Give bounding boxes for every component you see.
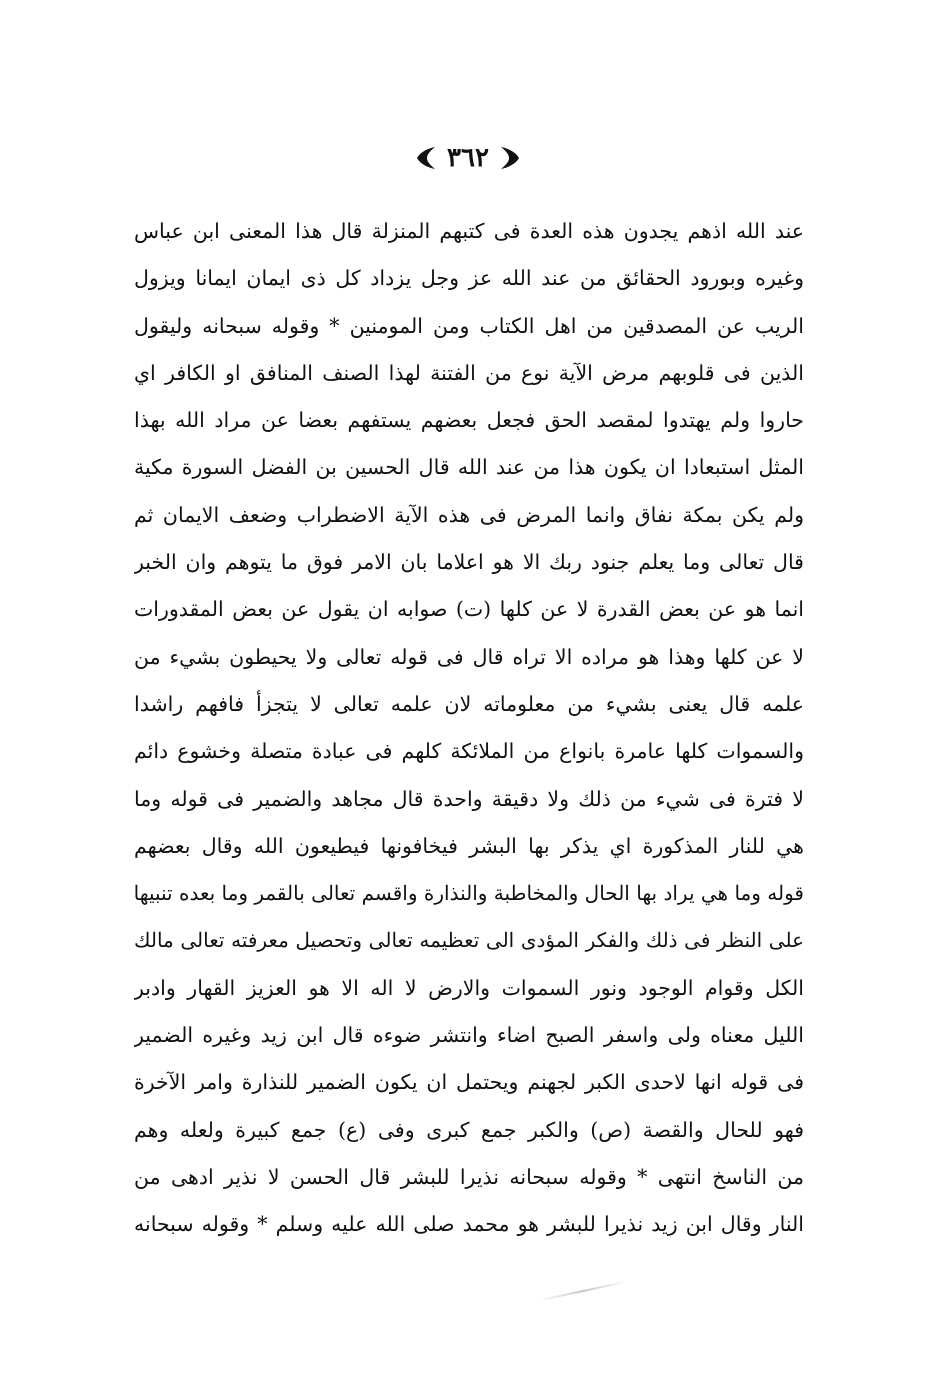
text-line: المثل استبعادا ان يكون هذا من عند الله قال الحسين بن الفضل السورة مكية [134,455,804,480]
text-line: حاروا ولم يهتدوا لمقصد الحق فجعل بعضهم يستفهم بعضا عن مراد الله بهذا [134,408,804,433]
text-line: الذين فى قلوبهم مرض الآية نوع من الفتنة لهذا الصنف المنافق او الكافر اي [134,360,804,385]
text-line: علمه قال يعنى بشيء من معلوماته لان علمه تعالى لا يتجزأ فافهم راشدا [134,691,804,716]
text-line: قال تعالى وما يعلم جنود ربك الا هو اعلاما بان الامر فوق ما يتوهم وان الخبر [134,550,804,575]
text-line: انما هو عن بعض القدرة لا عن كلها (ت) صوابه ان يقول عن بعض المقدورات [134,597,804,622]
text-line: من الناسخ انتهى * وقوله سبحانه نذيرا للبشر قال الحسن لا نذير ادهى من [134,1164,804,1189]
page-number: ٣٦٢ [447,143,489,173]
text-line: الكل وقوام الوجود ونور السموات والارض لا اله الا هو العزيز القهار وادبر [134,975,804,1000]
text-line: الريب عن المصدقين من اهل الكتاب ومن المومنين * وقوله سبحانه وليقول [134,313,804,338]
text-line: ولم يكن بمكة نفاق وانما المرض فى هذه الآية الاضطراب وضعف الايمان ثم [134,502,804,527]
text-line: النار وقال ابن زيد نذيرا للبشر هو محمد صلى الله عليه وسلم * وقوله سبحانه [134,1212,804,1237]
text-line: فى قوله انها لاحدى الكبر لجهنم ويحتمل ان يكون الضمير للنذارة وامر الآخرة [134,1070,804,1095]
text-line: عند الله اذهم يجدون هذه العدة فى كتبهم المنزلة قال هذا المعنى ابن عباس [134,219,804,243]
text-line: فهو للحال والقصة (ص) والكبر جمع كبرى وفى (ع) جمع كبيرة ولعله وهم [134,1117,804,1142]
right-ornament-icon [499,145,521,171]
left-ornament-icon [415,145,437,171]
text-line: والسموات كلها عامرة بانواع من الملائكة كلهم فى عبادة متصلة وخشوع دائم [134,739,804,764]
scan-mark [539,1281,627,1302]
text-line: لا فترة فى شيء من ذلك ولا دقيقة واحدة قال مجاهد والضمير فى قوله وما [134,786,804,811]
text-line: لا عن كلها وهذا هو مراده الا تراه قال فى قوله تعالى ولا يحيطون بشيء من [134,644,804,669]
text-line: على النظر فى ذلك والفكر المؤدى الى تعظيمه تعالى وتحصيل معرفته تعالى مالك [134,928,804,953]
text-line: هي للنار المذكورة اي يذكر بها البشر فيخافونها فيطيعون الله وقال بعضهم [134,833,804,858]
page-header [0,138,936,178]
text-line: وغيره وبورود الحقائق من عند الله عز وجل يزداد كل ذى ايمان ايمانا ويزول [134,266,804,291]
body-text [134,208,804,1249]
text-line: الليل معناه ولى واسفر الصبح اضاء وانتشر ضوءه قال ابن زيد وغيره الضمير [134,1023,804,1048]
text-line: قوله وما هي يراد بها الحال والمخاطبة والنذارة واقسم تعالى بالقمر وما بعده تنبيها [134,881,804,906]
